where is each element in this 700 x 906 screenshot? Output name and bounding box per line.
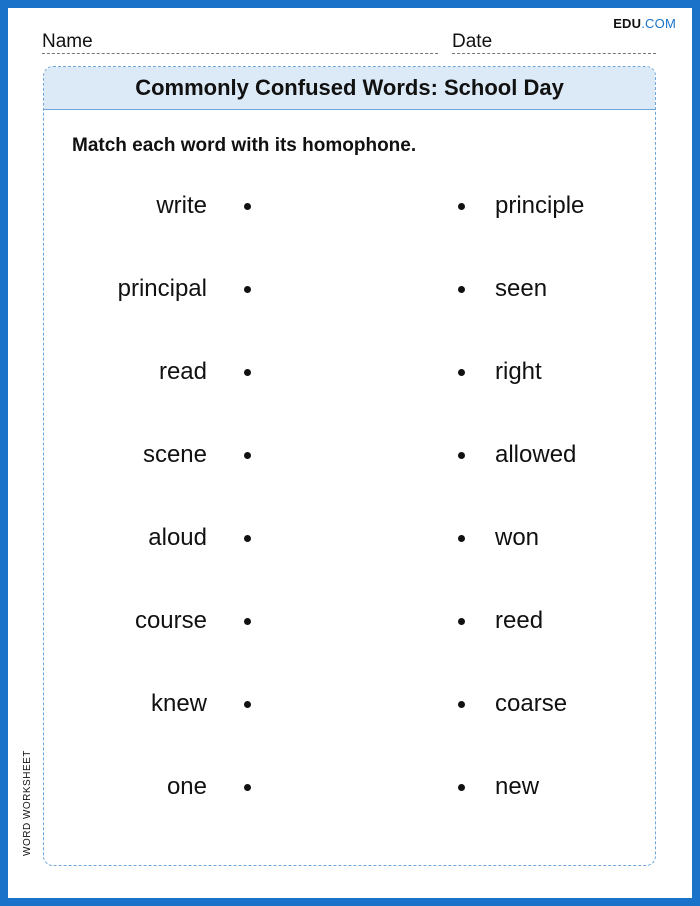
left-match-dot[interactable] (244, 369, 251, 376)
match-row (44, 191, 655, 221)
left-word: principal (117, 275, 207, 302)
left-word: course (134, 607, 207, 634)
right-word: reed (495, 607, 544, 634)
left-match-dot[interactable] (244, 701, 251, 708)
brand-logo (613, 16, 676, 31)
right-match-dot[interactable] (458, 618, 465, 625)
left-word: one (166, 773, 207, 800)
right-word: principle (495, 192, 585, 219)
left-match-dot[interactable] (244, 286, 251, 293)
left-match-dot[interactable] (244, 452, 251, 459)
side-label: WORD WORKSHEET (22, 750, 33, 856)
match-row (44, 606, 655, 636)
right-match-dot[interactable] (458, 369, 465, 376)
match-row (44, 689, 655, 719)
brand-name: EDU (613, 16, 642, 31)
name-label: Name (42, 31, 93, 52)
right-word: allowed (495, 441, 577, 468)
right-word: coarse (495, 690, 568, 717)
worksheet-title: Commonly Confused Words: School Day (44, 67, 655, 110)
match-row (44, 772, 655, 802)
brand-suffix: .COM (641, 16, 676, 31)
date-label: Date (452, 31, 493, 52)
right-match-dot[interactable] (458, 286, 465, 293)
right-match-dot[interactable] (458, 452, 465, 459)
right-match-dot[interactable] (458, 784, 465, 791)
right-match-dot[interactable] (458, 203, 465, 210)
right-match-dot[interactable] (458, 535, 465, 542)
match-row (44, 523, 655, 553)
left-match-dot[interactable] (244, 203, 251, 210)
date-field[interactable] (452, 32, 656, 54)
worksheet-panel (43, 66, 656, 866)
left-match-dot[interactable] (244, 784, 251, 791)
left-match-dot[interactable] (244, 535, 251, 542)
match-row (44, 440, 655, 470)
left-match-dot[interactable] (244, 618, 251, 625)
right-match-dot[interactable] (458, 701, 465, 708)
left-word: aloud (148, 524, 207, 551)
right-word: won (495, 524, 540, 551)
left-word: write (156, 192, 207, 219)
right-word: right (495, 358, 542, 385)
right-word: new (495, 773, 540, 800)
match-row (44, 274, 655, 304)
instruction-text: Match each word with its homophone. (72, 135, 417, 156)
worksheet-page (8, 8, 692, 898)
left-word: read (158, 358, 207, 385)
right-word: seen (495, 275, 548, 302)
match-row (44, 357, 655, 387)
left-word: knew (150, 690, 207, 717)
name-field[interactable] (42, 32, 438, 54)
left-word: scene (142, 441, 207, 468)
